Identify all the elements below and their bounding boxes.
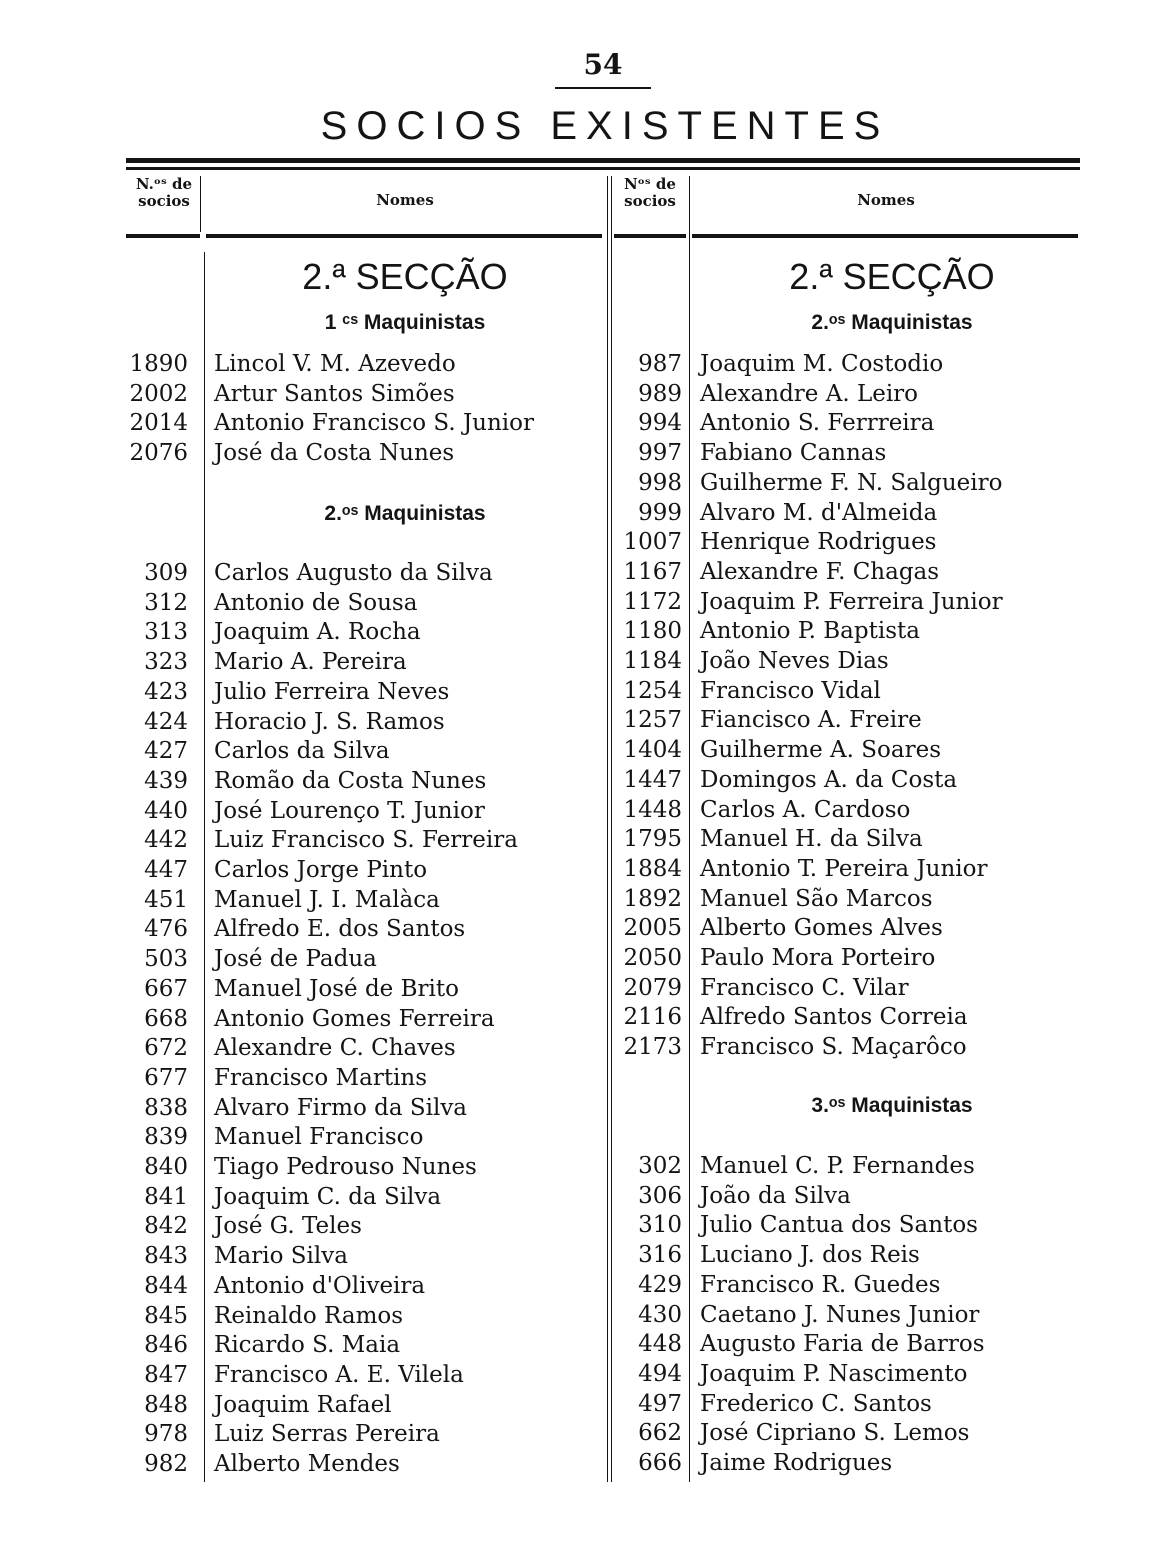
member-name: Caetano J. Nunes Junior bbox=[700, 1301, 980, 1328]
member-number: 989 bbox=[638, 380, 682, 407]
member-name: Joaquim A. Rocha bbox=[214, 619, 421, 646]
member-name: Francisco R. Guedes bbox=[700, 1271, 941, 1298]
member-name: Antonio d'Oliveira bbox=[214, 1272, 426, 1299]
member-number: 666 bbox=[638, 1450, 682, 1476]
member-name: Joaquim Rafael bbox=[214, 1391, 392, 1418]
right-group2-heading: 3.ᵒˢ Maquinistas bbox=[811, 1094, 973, 1117]
member-name: Fiancisco A. Freire bbox=[700, 707, 922, 734]
member-name: Julio Ferreira Neves bbox=[214, 678, 450, 705]
member-name: Horacio J. S. Ramos bbox=[214, 708, 445, 735]
member-name: José Cipriano S. Lemos bbox=[700, 1420, 970, 1447]
member-number: 998 bbox=[638, 469, 682, 496]
member-name: Luiz Francisco S. Ferreira bbox=[214, 827, 518, 854]
member-number: 451 bbox=[144, 886, 188, 913]
member-name: Manuel Francisco bbox=[214, 1124, 424, 1151]
member-name: Artur Santos Simões bbox=[214, 380, 455, 407]
member-number: 313 bbox=[144, 619, 188, 646]
member-name: Fabiano Cannas bbox=[700, 440, 887, 467]
title-rule-bottom bbox=[126, 167, 1080, 170]
member-name: Augusto Faria de Barros bbox=[700, 1331, 985, 1358]
left-section-heading: 2.ª SECÇÃO bbox=[302, 256, 508, 297]
member-number: 838 bbox=[144, 1094, 188, 1121]
left-group1-heading: 1 ᶜˢ Maquinistas bbox=[324, 311, 486, 334]
member-number: 430 bbox=[638, 1301, 682, 1328]
member-name: Joaquim P. Ferreira Junior bbox=[700, 588, 1003, 615]
member-number: 982 bbox=[144, 1451, 188, 1477]
member-number: 442 bbox=[144, 827, 188, 854]
member-number: 2002 bbox=[129, 380, 188, 407]
member-name: Carlos A. Cardoso bbox=[700, 796, 911, 823]
member-number: 476 bbox=[144, 916, 188, 943]
member-name: Joaquim C. da Silva bbox=[214, 1183, 442, 1210]
member-name: Reinaldo Ramos bbox=[214, 1302, 404, 1329]
member-name: Alexandre C. Chaves bbox=[214, 1035, 456, 1062]
member-name: Jaime Rodrigues bbox=[700, 1450, 893, 1476]
header-right-names: Nomes bbox=[857, 191, 915, 209]
page-title: SOCIOS EXISTENTES bbox=[320, 104, 890, 148]
member-number: 1404 bbox=[623, 737, 682, 764]
member-number: 846 bbox=[144, 1332, 188, 1359]
member-name: Francisco C. Vilar bbox=[700, 974, 909, 1001]
member-number: 2050 bbox=[623, 945, 682, 971]
header-rule-right-number bbox=[614, 234, 686, 238]
member-name: Domingos A. da Costa bbox=[700, 766, 958, 793]
member-name: Alfredo E. dos Santos bbox=[214, 916, 466, 943]
member-number: 677 bbox=[144, 1064, 188, 1091]
member-name: Mario Silva bbox=[214, 1243, 348, 1270]
member-name: Joaquim P. Nascimento bbox=[700, 1360, 968, 1387]
member-name: Manuel São Marcos bbox=[700, 885, 933, 912]
member-name: Manuel J. I. Malàca bbox=[214, 886, 440, 913]
member-name: Antonio S. Ferrreira bbox=[700, 410, 935, 437]
member-name: Carlos Jorge Pinto bbox=[214, 857, 428, 883]
member-name: Guilherme F. N. Salgueiro bbox=[700, 469, 1003, 496]
member-number: 2014 bbox=[129, 410, 188, 437]
member-name: Manuel C. P. Fernandes bbox=[700, 1153, 975, 1179]
member-number: 1448 bbox=[623, 796, 682, 823]
member-number: 439 bbox=[144, 767, 188, 794]
right-group1-heading: 2.ᵒˢ Maquinistas bbox=[811, 311, 973, 334]
left-column-divider-header bbox=[200, 176, 201, 232]
member-number: 2079 bbox=[623, 974, 682, 1001]
member-name: Alberto Gomes Alves bbox=[700, 915, 943, 942]
member-number: 424 bbox=[144, 708, 188, 735]
member-number: 1254 bbox=[623, 677, 682, 704]
member-name: Luciano J. dos Reis bbox=[700, 1242, 920, 1269]
member-name: Henrique Rodrigues bbox=[700, 529, 937, 556]
member-name: José de Padua bbox=[214, 946, 377, 973]
member-number: 1257 bbox=[623, 707, 682, 734]
member-name: José Lourenço T. Junior bbox=[214, 797, 485, 824]
right-section-heading: 2.ª SECÇÃO bbox=[789, 256, 995, 297]
member-name: Manuel José de Brito bbox=[214, 975, 459, 1002]
member-name: Alberto Mendes bbox=[214, 1451, 400, 1477]
member-name: José da Costa Nunes bbox=[214, 440, 455, 467]
header-left-number: N.ᵒˢ de socios bbox=[135, 175, 193, 210]
header-right-number: Nᵒˢ de socios bbox=[624, 175, 676, 210]
member-name: Antonio Francisco S. Junior bbox=[214, 410, 535, 437]
member-name: Alexandre A. Leiro bbox=[700, 380, 919, 407]
member-number: 316 bbox=[638, 1242, 682, 1269]
member-number: 1884 bbox=[623, 855, 682, 882]
member-number: 1172 bbox=[623, 588, 682, 615]
member-number: 839 bbox=[144, 1124, 188, 1151]
member-number: 999 bbox=[638, 499, 682, 526]
member-number: 323 bbox=[144, 649, 188, 676]
member-number: 312 bbox=[144, 589, 188, 616]
member-name: Alvaro Firmo da Silva bbox=[214, 1094, 468, 1121]
member-name: Mario A. Pereira bbox=[214, 649, 407, 676]
member-number: 840 bbox=[144, 1154, 188, 1180]
member-number: 2116 bbox=[623, 1004, 682, 1031]
member-name: Lincol V. M. Azevedo bbox=[214, 351, 456, 377]
member-number: 845 bbox=[144, 1302, 188, 1329]
member-name: Romão da Costa Nunes bbox=[214, 767, 487, 794]
member-name: Francisco S. Maçarôco bbox=[700, 1034, 967, 1061]
member-name: Antonio T. Pereira Junior bbox=[700, 855, 988, 882]
member-number: 423 bbox=[144, 678, 188, 705]
member-number: 2076 bbox=[129, 440, 188, 467]
member-number: 503 bbox=[144, 946, 188, 973]
member-number: 1184 bbox=[623, 648, 682, 674]
member-name: Julio Cantua dos Santos bbox=[700, 1212, 978, 1239]
member-number: 987 bbox=[638, 351, 682, 377]
member-number: 302 bbox=[638, 1153, 682, 1179]
member-number: 1795 bbox=[623, 826, 682, 853]
header-rule-left-number bbox=[126, 234, 200, 238]
member-number: 841 bbox=[144, 1183, 188, 1210]
left-column-divider bbox=[204, 252, 205, 1482]
member-number: 1890 bbox=[129, 351, 188, 377]
member-name: Francisco Vidal bbox=[700, 677, 881, 704]
member-name: Alfredo Santos Correia bbox=[700, 1004, 968, 1031]
member-number: 309 bbox=[144, 560, 188, 586]
member-number: 2173 bbox=[623, 1034, 682, 1061]
page-number: 54 bbox=[555, 48, 651, 89]
member-number: 1007 bbox=[623, 529, 682, 556]
member-number: 440 bbox=[144, 797, 188, 824]
member-name: Alvaro M. d'Almeida bbox=[700, 499, 938, 526]
member-name: João da Silva bbox=[700, 1182, 851, 1209]
member-name: José G. Teles bbox=[214, 1213, 362, 1240]
member-number: 843 bbox=[144, 1243, 188, 1270]
member-number: 427 bbox=[144, 738, 188, 765]
member-number: 848 bbox=[144, 1391, 188, 1418]
member-name: Alexandre F. Chagas bbox=[700, 558, 940, 585]
title-rule-top bbox=[126, 158, 1080, 163]
member-number: 306 bbox=[638, 1182, 682, 1209]
member-name: Antonio de Sousa bbox=[214, 589, 418, 616]
member-name: Paulo Mora Porteiro bbox=[700, 945, 936, 971]
member-number: 668 bbox=[144, 1005, 188, 1032]
header-rule-left-names bbox=[206, 234, 602, 238]
member-number: 1180 bbox=[623, 618, 682, 645]
member-number: 1447 bbox=[623, 766, 682, 793]
left-group2-heading: 2.ᵒˢ Maquinistas bbox=[324, 502, 486, 525]
member-name: Francisco A. E. Vilela bbox=[214, 1361, 464, 1388]
member-name: Guilherme A. Soares bbox=[700, 737, 942, 764]
member-number: 448 bbox=[638, 1331, 682, 1358]
member-number: 667 bbox=[144, 975, 188, 1002]
member-number: 1167 bbox=[623, 558, 682, 585]
member-name: Tiago Pedrouso Nunes bbox=[214, 1154, 477, 1180]
member-number: 429 bbox=[638, 1271, 682, 1298]
member-name: Luiz Serras Pereira bbox=[214, 1421, 440, 1448]
member-number: 662 bbox=[638, 1420, 682, 1447]
member-name: Ricardo S. Maia bbox=[214, 1332, 401, 1359]
header-left-names: Nomes bbox=[376, 191, 434, 209]
right-column-divider bbox=[689, 176, 690, 1482]
member-number: 994 bbox=[638, 410, 682, 437]
member-number: 2005 bbox=[623, 915, 682, 942]
member-number: 494 bbox=[638, 1360, 682, 1387]
member-name: Joaquim M. Costodio bbox=[700, 351, 944, 377]
member-number: 978 bbox=[144, 1421, 188, 1448]
member-name: Manuel H. da Silva bbox=[700, 826, 923, 853]
member-name: Antonio P. Baptista bbox=[700, 618, 920, 645]
member-number: 842 bbox=[144, 1213, 188, 1240]
member-number: 844 bbox=[144, 1272, 188, 1299]
member-name: João Neves Dias bbox=[700, 648, 889, 674]
member-number: 310 bbox=[638, 1212, 682, 1239]
member-name: Carlos da Silva bbox=[214, 738, 390, 765]
member-name: Francisco Martins bbox=[214, 1064, 428, 1091]
member-number: 447 bbox=[144, 857, 188, 883]
member-name: Carlos Augusto da Silva bbox=[214, 560, 493, 586]
member-number: 672 bbox=[144, 1035, 188, 1062]
header-rule-right-names bbox=[692, 234, 1078, 238]
member-number: 847 bbox=[144, 1361, 188, 1388]
member-name: Antonio Gomes Ferreira bbox=[214, 1005, 495, 1032]
member-number: 497 bbox=[638, 1390, 682, 1417]
member-number: 997 bbox=[638, 440, 682, 467]
member-name: Frederico C. Santos bbox=[700, 1390, 932, 1417]
member-number: 1892 bbox=[623, 885, 682, 912]
